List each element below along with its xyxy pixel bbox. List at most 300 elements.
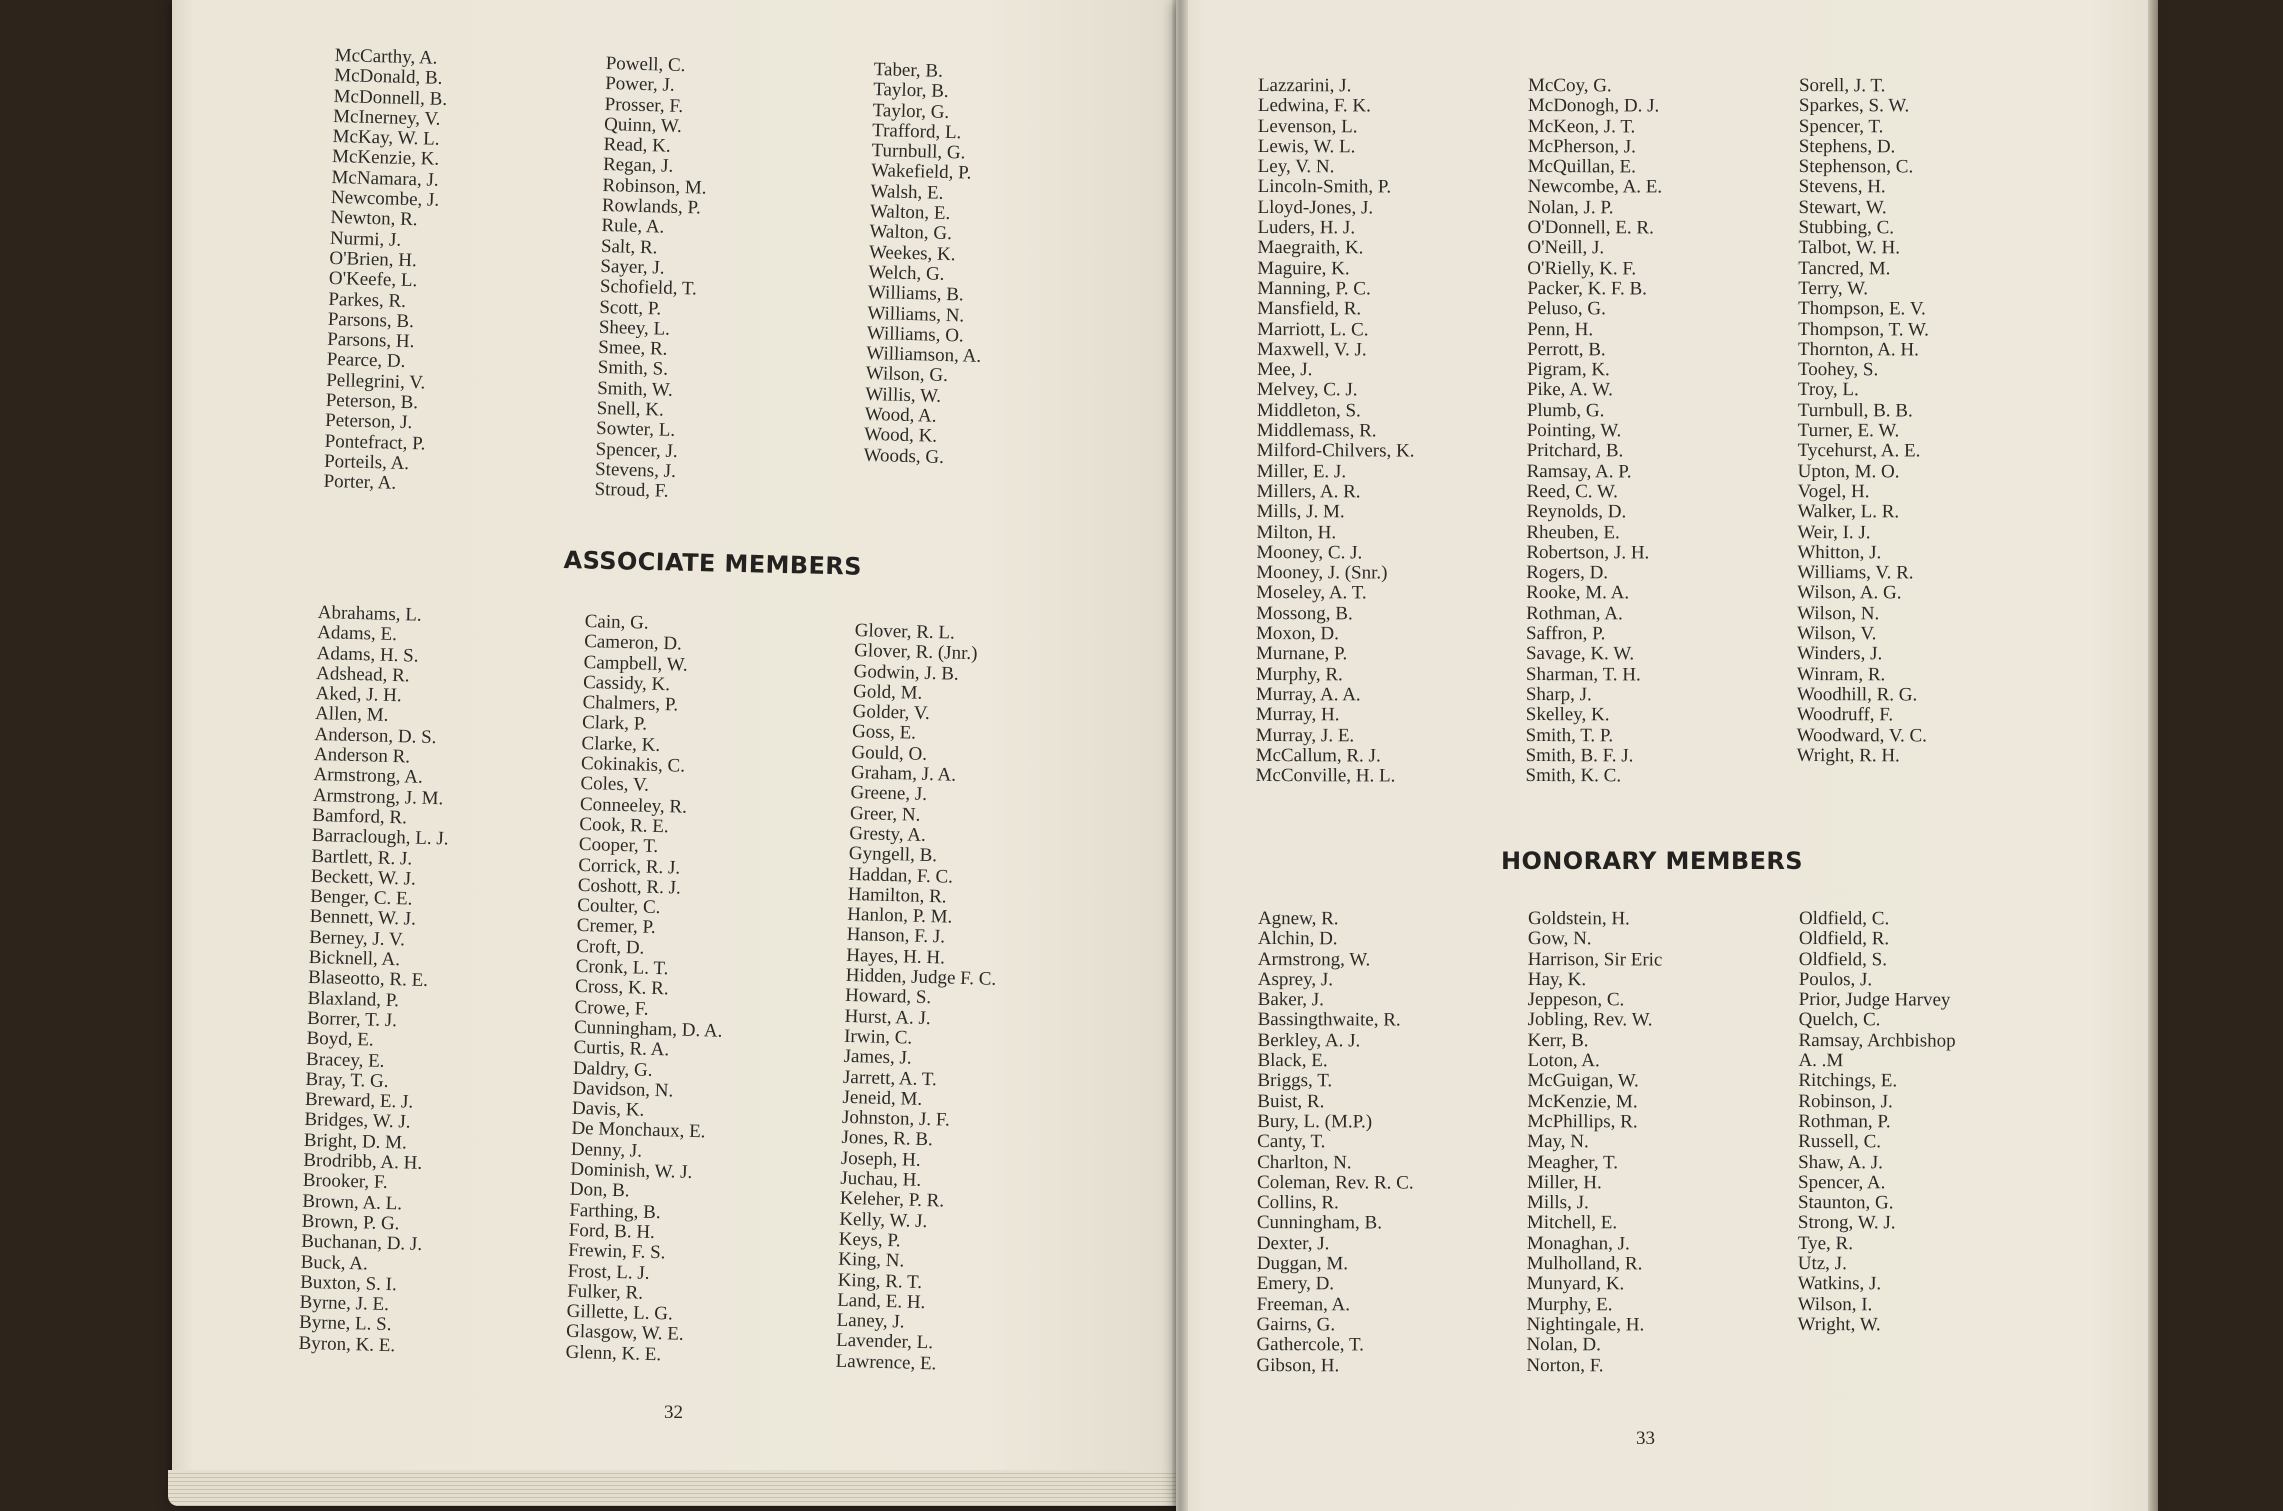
member-name: Murray, H. — [1255, 704, 1340, 726]
member-name: Benger, C. E. — [310, 886, 413, 910]
member-name: Parsons, H. — [327, 329, 415, 353]
member-name: Middleton, S. — [1256, 399, 1361, 422]
member-name: Reynolds, D. — [1526, 501, 1627, 523]
member-name: Pearce, D. — [326, 349, 406, 373]
member-name: Sorell, J. T. — [1798, 75, 1886, 97]
member-name: Corrick, R. J. — [578, 854, 681, 879]
member-name: Saffron, P. — [1526, 623, 1606, 645]
associate-member-column — [835, 621, 1005, 1376]
member-name: Wood, K. — [863, 424, 938, 448]
member-name: Oldfield, C. — [1798, 908, 1890, 930]
member-name: Brown, A. L. — [302, 1190, 403, 1215]
member-name: Oldfield, R. — [1798, 928, 1890, 950]
member-name: Byrne, J. E. — [299, 1291, 390, 1316]
member-name: Byron, K. E. — [298, 1332, 396, 1356]
member-column — [1797, 76, 1930, 767]
member-name: Penn, H. — [1527, 318, 1594, 340]
member-name: Stephens, D. — [1798, 135, 1896, 158]
member-name: Rooke, M. A. — [1526, 582, 1630, 604]
member-name: Mulholland, R. — [1526, 1253, 1643, 1275]
member-name: Godwin, J. B. — [853, 660, 959, 685]
member-name: Munyard, K. — [1526, 1273, 1625, 1295]
member-name: Smith, K. C. — [1525, 765, 1622, 787]
member-name: Mansfield, R. — [1257, 298, 1362, 320]
member-name: Blaxland, P. — [307, 987, 400, 1011]
member-column — [863, 60, 988, 469]
member-name: Lawrence, E. — [835, 1350, 937, 1375]
member-name: Smith, B. F. J. — [1525, 744, 1634, 767]
member-name: Ledwina, F. K. — [1257, 95, 1371, 117]
associate-member-column — [298, 603, 454, 1357]
member-name: Murray, J. E. — [1255, 724, 1355, 746]
member-name: Tye, R. — [1797, 1232, 1854, 1254]
member-name: Loton, A. — [1527, 1050, 1600, 1072]
member-name: Taber, B. — [873, 59, 944, 82]
member-name: O'Keefe, L. — [328, 268, 418, 292]
member-name: Meagher, T. — [1527, 1151, 1619, 1173]
member-name: Cremer, P. — [576, 915, 656, 939]
member-name: Melvey, C. J. — [1256, 379, 1358, 401]
member-name: Wood, A. — [864, 403, 937, 427]
member-name: Jones, R. B. — [841, 1127, 934, 1151]
member-name: Joseph, H. — [840, 1147, 921, 1171]
member-name: Gathercole, T. — [1256, 1334, 1364, 1356]
member-name: Wilson, V. — [1797, 623, 1877, 645]
member-name: Duggan, M. — [1256, 1253, 1349, 1275]
page-number: 33 — [1636, 1428, 1655, 1449]
member-name: Keleher, P. R. — [839, 1188, 945, 1212]
member-name: Frewin, F. S. — [568, 1239, 666, 1264]
member-name: Wilson, N. — [1797, 602, 1880, 625]
member-name: Nolan, J. P. — [1527, 196, 1614, 219]
member-name: Don, B. — [569, 1179, 630, 1202]
member-name: Gold, M. — [852, 680, 923, 704]
member-name: Murnane, P. — [1255, 643, 1348, 665]
member-name: Tancred, M. — [1798, 257, 1891, 279]
honorary-member-column — [1256, 909, 1414, 1376]
member-name: Bracey, E. — [305, 1048, 385, 1072]
member-name: Maegraith, K. — [1257, 237, 1364, 259]
member-name: Vogel, H. — [1797, 480, 1870, 503]
member-name: McDonogh, D. J. — [1527, 95, 1660, 117]
member-name: Rothman, A. — [1526, 602, 1623, 625]
member-name: O'Neill, J. — [1527, 237, 1605, 259]
member-name: Rheuben, E. — [1526, 521, 1620, 543]
book-gutter — [1172, 0, 1188, 1511]
associate-members-heading: ASSOCIATE MEMBERS — [563, 546, 863, 581]
member-name: Skelley, K. — [1525, 704, 1610, 726]
member-name: Savage, K. W. — [1525, 643, 1635, 665]
member-name: Conneeley, R. — [579, 793, 688, 818]
member-name: Emery, D. — [1256, 1273, 1335, 1295]
member-name: Packer, K. F. B. — [1527, 277, 1647, 300]
member-name: Miller, H. — [1527, 1171, 1602, 1194]
member-name: McKenzie, K. — [331, 146, 440, 171]
member-name: Golder, V. — [852, 701, 931, 725]
member-name: Watkins, J. — [1797, 1273, 1882, 1295]
member-name: Beckett, W. J. — [310, 865, 417, 890]
member-name: Hanson, F. J. — [846, 924, 946, 948]
member-name: Farthing, B. — [569, 1199, 661, 1223]
member-column — [594, 54, 710, 503]
member-name: Gibson, H. — [1256, 1354, 1340, 1376]
member-name: Clarke, K. — [581, 732, 661, 756]
member-name: Sparkes, S. W. — [1798, 95, 1910, 117]
member-name: Upton, M. O. — [1797, 460, 1900, 482]
member-name: Parkes, R. — [328, 288, 407, 312]
member-name: Berney, J. V. — [308, 926, 406, 951]
member-name: Ley, V. N. — [1257, 156, 1335, 178]
member-name: Peterson, B. — [325, 389, 419, 414]
member-name: Porteils, A. — [323, 450, 410, 475]
member-name: Hayes, H. H. — [845, 944, 946, 969]
member-name: Armstrong, J. M. — [312, 784, 444, 810]
member-name: Cassidy, K. — [582, 671, 671, 696]
member-name: Lincoln-Smith, P. — [1257, 176, 1392, 198]
member-name: Baker, J. — [1257, 989, 1324, 1011]
member-name: Mooney, J. (Snr.) — [1256, 562, 1388, 584]
member-name: Newcombe, A. E. — [1527, 176, 1663, 198]
member-name: McDonald, B. — [333, 65, 443, 90]
member-name: Bassingthwaite, R. — [1257, 1009, 1401, 1031]
member-name: Schofield, T. — [599, 276, 698, 300]
member-name: Scott, P. — [599, 296, 662, 320]
member-name: Reed, C. W. — [1526, 480, 1618, 503]
member-name: King, R. T. — [837, 1269, 923, 1293]
member-name: McNamara, J. — [331, 166, 439, 191]
member-name: Wilson, G. — [865, 363, 949, 387]
member-name: Thornton, A. H. — [1798, 338, 1919, 361]
member-name: Walton, E. — [869, 201, 951, 225]
member-name: James, J. — [843, 1046, 912, 1069]
member-name: Mitchell, E. — [1526, 1212, 1618, 1234]
member-name: Porter, A. — [323, 471, 397, 494]
right-page-edge — [2148, 0, 2158, 1511]
member-name: Gyngell, B. — [848, 843, 938, 867]
member-name: Goldstein, H. — [1527, 908, 1630, 930]
member-name: McPherson, J. — [1527, 135, 1636, 158]
member-name: Hurst, A. J. — [844, 1005, 931, 1029]
member-name: Anderson R. — [313, 744, 411, 768]
member-name: Monaghan, J. — [1526, 1232, 1630, 1255]
member-name: Staunton, G. — [1797, 1192, 1894, 1214]
member-name: Williamson, A. — [866, 343, 982, 368]
member-name: Bennett, W. J. — [309, 906, 417, 931]
member-name: Buchanan, D. J. — [301, 1230, 423, 1256]
member-name: Allen, M. — [314, 703, 389, 727]
member-name: O'Rielly, K. F. — [1527, 257, 1637, 280]
member-name: Prosser, F. — [604, 93, 684, 117]
member-name: Ritchings, E. — [1798, 1070, 1898, 1092]
member-name: Bright, D. M. — [303, 1129, 408, 1154]
member-name: Chalmers, P. — [582, 692, 679, 716]
member-name: Manning, P. C. — [1257, 277, 1371, 300]
member-name: Walker, L. R. — [1797, 501, 1900, 523]
member-name: Shaw, A. J. — [1798, 1151, 1883, 1173]
member-name: Willis, W. — [864, 383, 942, 407]
member-name: Brown, P. G. — [301, 1210, 400, 1235]
member-name: Berkley, A. J. — [1257, 1029, 1361, 1052]
member-name: Ramsay, Archbishop — [1798, 1029, 1956, 1052]
member-name: Clark, P. — [581, 712, 648, 736]
member-name: Plumb, G. — [1526, 399, 1605, 422]
member-name: Utz, J. — [1797, 1253, 1847, 1275]
member-name: Nolan, D. — [1526, 1334, 1601, 1356]
member-name: Williams, V. R. — [1797, 562, 1914, 584]
member-name: Gresty, A. — [849, 822, 927, 846]
member-name: Black, E. — [1257, 1050, 1328, 1072]
member-name: Gairns, G. — [1256, 1313, 1336, 1336]
member-name: Campbell, W. — [583, 651, 688, 676]
member-name: Frost, L. J. — [567, 1260, 650, 1284]
member-name: Maguire, K. — [1257, 257, 1350, 279]
member-name: McDonnell, B. — [333, 85, 448, 110]
member-name: Rule, A. — [601, 215, 665, 238]
member-name: Greer, N. — [849, 802, 921, 826]
member-name: Milton, H. — [1256, 521, 1337, 543]
member-name: Stubbing, C. — [1798, 217, 1895, 239]
member-name: Adams, E. — [316, 622, 398, 646]
member-name: McConville, H. L. — [1255, 765, 1396, 787]
member-name: Dominish, W. J. — [570, 1158, 693, 1184]
member-name: Coles, V. — [580, 773, 650, 797]
member-name: Pritchard, B. — [1526, 440, 1624, 462]
member-name: Parsons, B. — [327, 308, 415, 333]
member-name: Gould, O. — [851, 741, 928, 765]
member-name: Alchin, D. — [1257, 928, 1338, 950]
member-name: Peluso, G. — [1527, 298, 1606, 320]
member-name: Croft, D. — [575, 935, 645, 959]
member-name: Kelly, W. J. — [839, 1208, 928, 1232]
member-name: Aked, J. H. — [315, 683, 402, 707]
member-name: Charlton, N. — [1257, 1151, 1352, 1173]
member-name: Keys, P. — [838, 1228, 901, 1252]
member-name: Collins, R. — [1256, 1192, 1339, 1214]
member-name: Lloyd-Jones, J. — [1257, 196, 1374, 219]
member-name: Newcombe, J. — [330, 187, 440, 211]
member-name: Cook, R. E. — [579, 813, 669, 838]
associate-member-column — [565, 612, 733, 1367]
member-name: Kerr, B. — [1527, 1029, 1589, 1051]
member-name: Thompson, E. V. — [1798, 298, 1926, 320]
member-name: Stevens, H. — [1798, 176, 1886, 198]
member-name: Breward, E. J. — [304, 1088, 414, 1113]
member-name: McInerney, V. — [332, 105, 441, 130]
member-name: Bray, T. G. — [305, 1068, 389, 1092]
member-name: Johnston, J. F. — [841, 1106, 951, 1131]
member-name: Cokinakis, C. — [580, 753, 686, 777]
member-name: Pontefract, P. — [324, 430, 426, 455]
member-name: Mossong, B. — [1256, 602, 1353, 625]
member-name: Sayer, J. — [600, 255, 665, 279]
member-name: Stephenson, C. — [1798, 156, 1914, 178]
member-name: Cooper, T. — [578, 834, 659, 858]
member-name: Howard, S. — [844, 985, 932, 1009]
member-name: Jobling, Rev. W. — [1527, 1009, 1653, 1031]
member-name: Trafford, L. — [871, 119, 962, 144]
member-name: Smith, T. P. — [1525, 724, 1614, 746]
member-name: May, N. — [1527, 1131, 1589, 1153]
page-number: 32 — [664, 1402, 683, 1423]
member-name: Greene, J. — [850, 782, 928, 806]
member-name: Woods, G. — [863, 444, 945, 468]
member-name: Rothman, P. — [1798, 1110, 1891, 1133]
member-name: Russell, C. — [1798, 1131, 1882, 1153]
member-name: Millers, A. R. — [1256, 480, 1361, 503]
member-name: O'Donnell, E. R. — [1527, 217, 1654, 239]
page-edge-stack — [168, 1470, 1184, 1506]
member-name: Robinson, M. — [602, 174, 707, 199]
member-name: Curtis, R. A. — [573, 1037, 670, 1061]
member-name: Davidson, N. — [572, 1077, 674, 1102]
member-name: Nurmi, J. — [329, 227, 402, 251]
member-name: Woodhill, R. G. — [1796, 683, 1918, 706]
member-name: Powell, C. — [605, 53, 686, 77]
member-name: Marriott, L. C. — [1257, 318, 1369, 340]
member-name: Wilson, A. G. — [1797, 582, 1902, 604]
member-name: Bury, L. (M.P.) — [1257, 1110, 1373, 1133]
member-name: Adshead, R. — [315, 662, 410, 687]
member-name: Glover, R. L. — [854, 620, 956, 644]
member-name: Maxwell, V. J. — [1257, 338, 1367, 361]
member-name: Agnew, R. — [1257, 908, 1339, 930]
member-name: Graham, J. A. — [850, 762, 957, 786]
member-name: Quelch, C. — [1798, 1009, 1881, 1031]
member-name: Prior, Judge Harvey — [1798, 989, 1951, 1011]
honorary-member-column — [1526, 909, 1662, 1376]
member-name: Asprey, J. — [1257, 968, 1334, 991]
member-name: Denny, J. — [570, 1138, 643, 1162]
member-name: Buist, R. — [1257, 1090, 1325, 1112]
member-name: Wright, R. H. — [1796, 744, 1900, 767]
member-name: Regan, J. — [602, 154, 674, 178]
member-name: Hamilton, R. — [847, 883, 947, 908]
member-name: Glenn, K. E. — [565, 1341, 662, 1365]
member-name: Dexter, J. — [1256, 1232, 1330, 1255]
member-name: Weekes, K. — [868, 241, 956, 265]
member-name: Irwin, C. — [843, 1025, 913, 1049]
member-name: Winders, J. — [1796, 643, 1883, 665]
member-name: Smith, W. — [596, 377, 673, 401]
member-name: Hidden, Judge F. C. — [845, 964, 997, 990]
member-name: Gillette, L. G. — [566, 1300, 673, 1325]
member-name: Toohey, S. — [1797, 359, 1879, 381]
member-name: Spencer, A. — [1798, 1171, 1886, 1194]
member-name: Coulter, C. — [577, 895, 661, 919]
member-name: Borrer, T. J. — [306, 1007, 398, 1032]
member-name: Nightingale, H. — [1526, 1313, 1645, 1336]
member-name: Bridges, W. J. — [304, 1109, 411, 1134]
member-name: Davis, K. — [571, 1097, 645, 1121]
member-name: Sharp, J. — [1525, 683, 1592, 706]
member-name: McKay, W. L. — [332, 126, 440, 150]
member-name: Strong, W. J. — [1797, 1212, 1896, 1234]
member-name: Salt, R. — [600, 235, 658, 259]
member-name: O'Brien, H. — [329, 247, 418, 272]
member-name: Pointing, W. — [1526, 420, 1622, 442]
member-name: Sharman, T. H. — [1525, 663, 1641, 686]
member-name: Levenson, L. — [1257, 115, 1358, 137]
member-name: Snell, K. — [596, 397, 665, 421]
member-name: Coleman, Rev. R. C. — [1257, 1171, 1414, 1194]
member-name: Sowter, L. — [595, 418, 676, 442]
member-name: Crowe, F. — [574, 996, 649, 1020]
member-name: Murphy, E. — [1526, 1293, 1613, 1315]
member-name: Mills, J. — [1526, 1192, 1589, 1214]
member-name: Rogers, D. — [1526, 562, 1609, 584]
member-name: Daldry, G. — [572, 1057, 653, 1081]
member-name: Walsh, E. — [870, 180, 944, 204]
member-name: Adams, H. S. — [316, 642, 419, 667]
member-name: Weir, I. J. — [1797, 521, 1871, 543]
member-name: McQuillan, E. — [1527, 156, 1636, 178]
member-name: Stewart, W. — [1798, 196, 1887, 219]
member-name: Abrahams, L. — [317, 602, 422, 626]
member-name: Lazzarini, J. — [1257, 75, 1352, 97]
member-name: Armstrong, A. — [313, 764, 423, 789]
member-name: Cunningham, B. — [1256, 1212, 1383, 1234]
member-name: Land, E. H. — [836, 1289, 926, 1313]
member-name: Hanlon, P. M. — [847, 904, 953, 928]
member-name: Tycehurst, A. E. — [1797, 440, 1921, 462]
member-name: Bicknell, A. — [308, 946, 401, 971]
member-name: Cameron, D. — [583, 631, 683, 655]
member-name: Pellegrini, V. — [325, 369, 426, 394]
member-name: King, N. — [838, 1248, 905, 1272]
member-name: Briggs, T. — [1257, 1070, 1333, 1092]
member-name: Moxon, D. — [1256, 623, 1339, 645]
member-name: Haddan, F. C. — [848, 863, 954, 888]
member-name: Jeppeson, C. — [1527, 989, 1625, 1011]
member-name: Cross, K. R. — [574, 976, 669, 1000]
member-name: Terry, W. — [1798, 277, 1869, 300]
member-name: Brodribb, A. H. — [303, 1149, 423, 1174]
member-name: Moseley, A. T. — [1256, 582, 1367, 604]
member-name: Freeman, A. — [1256, 1293, 1351, 1315]
member-name: Talbot, W. H. — [1798, 237, 1901, 259]
member-column — [1526, 76, 1663, 787]
member-column — [1256, 76, 1416, 787]
honorary-members-heading: HONORARY MEMBERS — [1501, 847, 1803, 875]
member-name: Robertson, J. H. — [1526, 541, 1650, 564]
member-name: Williams, N. — [867, 302, 965, 327]
member-name: Ford, B. H. — [568, 1219, 656, 1243]
member-name: Williams, B. — [867, 282, 964, 306]
member-name: Spencer, J. — [595, 438, 678, 462]
member-name: Woodward, V. C. — [1796, 724, 1927, 746]
member-name: Murray, A. A. — [1255, 683, 1361, 706]
member-name: Barraclough, L. J. — [311, 825, 449, 850]
member-name: Winram, R. — [1796, 663, 1886, 685]
member-name: Stevens, J. — [594, 458, 677, 482]
member-name: Taylor, B. — [872, 79, 949, 103]
member-name: Spencer, T. — [1798, 115, 1884, 137]
member-name: Boyd, E. — [306, 1028, 374, 1051]
member-column — [323, 46, 448, 495]
member-name: Stroud, F. — [594, 479, 669, 503]
member-name: Mooney, C. J. — [1256, 541, 1363, 564]
member-name: Jeneid, M. — [842, 1086, 923, 1110]
member-name: De Monchaux, E. — [571, 1118, 706, 1143]
member-name: Read, K. — [603, 134, 671, 157]
member-name: Perrott, B. — [1527, 338, 1606, 361]
member-name: Pike, A. W. — [1526, 379, 1614, 401]
member-name: Byrne, L. S. — [298, 1312, 392, 1336]
member-name: McKeon, J. T. — [1527, 115, 1636, 137]
member-name: Jarrett, A. T. — [842, 1066, 938, 1090]
member-name: Harrison, Sir Eric — [1527, 948, 1663, 971]
member-name: Smee, R. — [598, 337, 668, 360]
